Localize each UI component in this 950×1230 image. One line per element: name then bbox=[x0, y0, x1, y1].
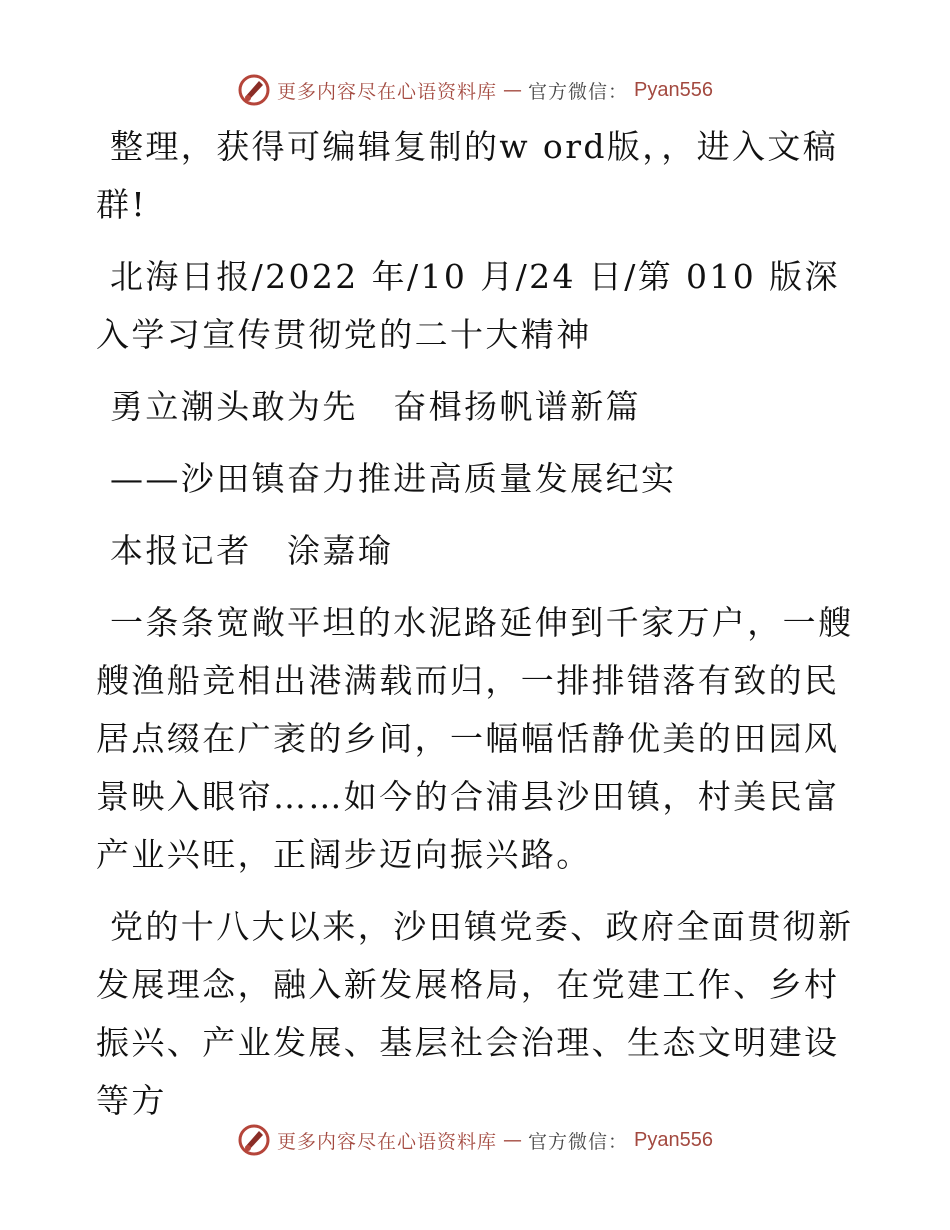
watermark-wechat-label: 官方微信： bbox=[528, 80, 629, 103]
article-byline: 本报记者 涂嘉瑜 bbox=[110, 531, 394, 570]
watermark-dash: — bbox=[503, 1129, 523, 1151]
paragraph-intro: 整理，获得可编辑复制的w ord版，，进入文稿群! bbox=[96, 127, 839, 224]
brand-logo-icon bbox=[237, 73, 271, 107]
watermark-dash: — bbox=[503, 79, 523, 101]
watermark-wechat-id: Pyan556 bbox=[634, 1128, 713, 1151]
watermark-site-text: 更多内容尽在心语资料库 bbox=[277, 1130, 498, 1153]
paragraph-source: 北海日报/2022 年/10 月/24 日/第 010 版深入学习宣传贯彻党的二十大精神 bbox=[96, 257, 840, 354]
article-title: 勇立潮头敢为先 奋楫扬帆谱新篇 bbox=[110, 387, 641, 426]
watermark-wechat-label: 官方微信： bbox=[528, 1130, 629, 1153]
paragraph-body-1: 一条条宽敞平坦的水泥路延伸到千家万户，一艘艘渔船竞相出港满载而归，一排排错落有致的民居点缀在广袤的乡间，一幅幅恬静优美的田园风景映入眼帘……如今的合浦县沙田镇，村美民富产业兴旺，正阔步迈向振兴路。 bbox=[96, 603, 854, 874]
document-body bbox=[96, 118, 856, 1144]
paragraph-body-2: 党的十八大以来，沙田镇党委、政府全面贯彻新发展理念，融入新发展格局，在党建工作、乡村振兴、产业发展、基层社会治理、生态文明建设等方 bbox=[96, 907, 854, 1120]
watermark-site-text: 更多内容尽在心语资料库 bbox=[277, 80, 498, 103]
watermark-wechat-id: Pyan556 bbox=[634, 78, 713, 101]
brand-logo-icon bbox=[237, 1123, 271, 1157]
footer-watermark bbox=[0, 1120, 950, 1160]
article-subtitle: ——沙田镇奋力推进高质量发展纪实 bbox=[110, 459, 677, 498]
header-watermark bbox=[0, 70, 950, 110]
